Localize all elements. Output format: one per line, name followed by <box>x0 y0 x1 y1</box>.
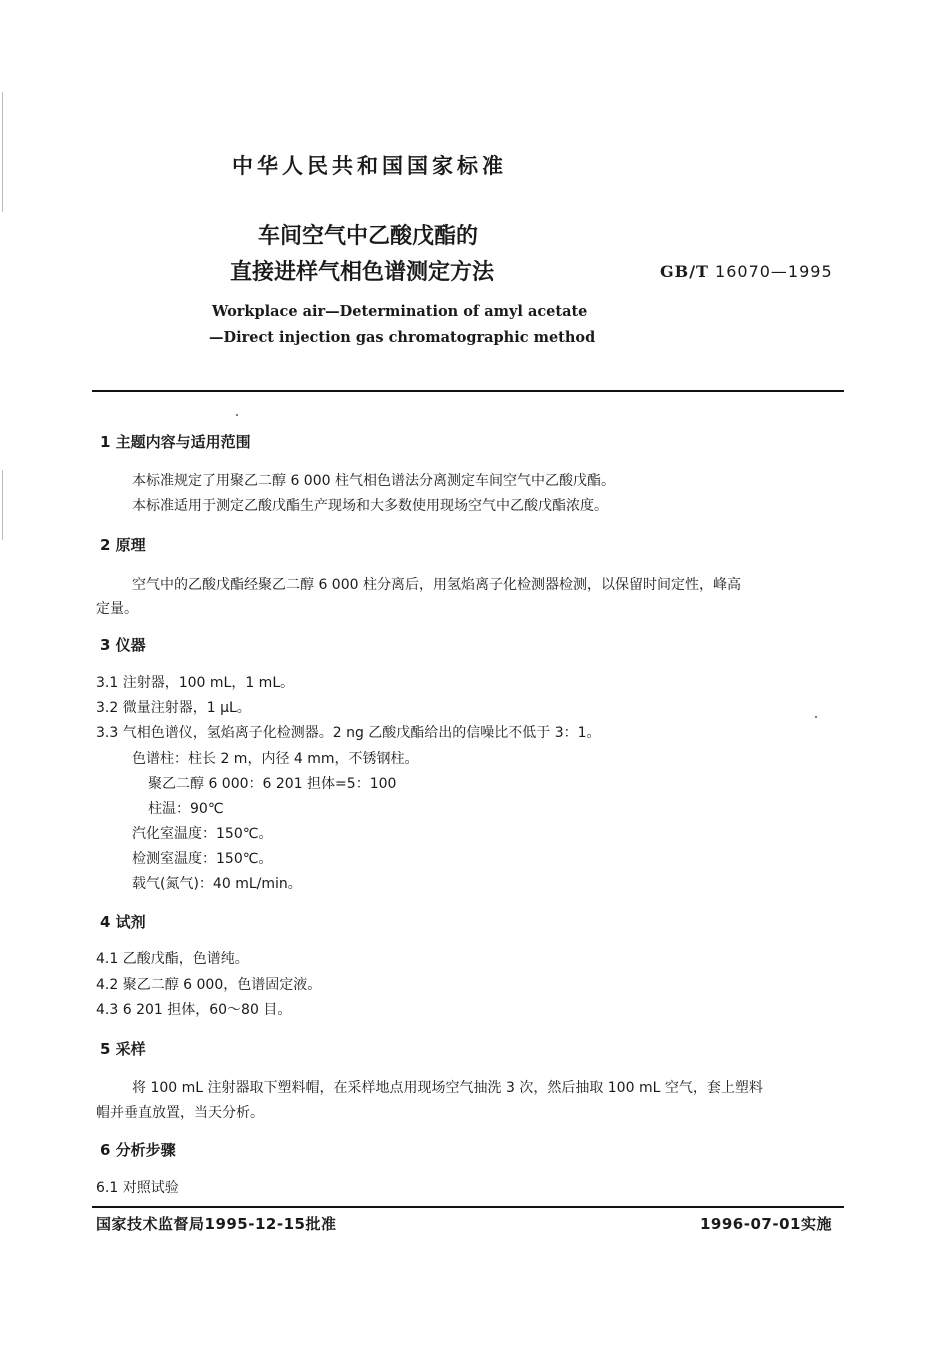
scan-speck <box>236 414 238 416</box>
section-2-paragraph-line-2: 定量。 <box>96 601 138 617</box>
section-2-heading: 2 原理 <box>100 536 146 554</box>
section-1-heading: 1 主题内容与适用范围 <box>100 433 251 451</box>
document-title-line-2: 直接进样气相色谱测定方法 <box>230 260 495 285</box>
scan-margin-mark <box>2 470 3 540</box>
column-spec: 色谱柱：柱长 2 m，内径 4 mm，不锈钢柱。 <box>132 751 419 767</box>
section-3-item-2: 3.2 微量注射器，1 μL。 <box>96 700 251 716</box>
section-2-paragraph-line-1: 空气中的乙酸戊酯经聚乙二醇 6 000 柱分离后，用氢焰离子化检测器检测，以保留时间定性，峰高 <box>132 577 741 593</box>
section-5-heading: 5 采样 <box>100 1040 146 1058</box>
column-temperature: 柱温：90℃ <box>148 801 224 817</box>
scan-speck <box>815 716 817 718</box>
section-4-item-1: 4.1 乙酸戊酯，色谱纯。 <box>96 951 249 967</box>
header-divider <box>92 390 844 392</box>
section-4-item-2: 4.2 聚乙二醇 6 000，色谱固定液。 <box>96 977 322 993</box>
vaporizer-temperature: 汽化室温度：150℃。 <box>132 826 273 842</box>
section-4-item-3: 4.3 6 201 担体，60～80 目。 <box>96 1002 292 1018</box>
footer-divider <box>92 1206 844 1208</box>
packing-ratio: 聚乙二醇 6 000：6 201 担体=5：100 <box>148 776 397 792</box>
section-6-item-1: 6.1 对照试验 <box>96 1180 179 1196</box>
standard-number-prefix: GB/T <box>660 262 709 281</box>
standard-number <box>660 262 833 281</box>
section-6-heading: 6 分析步骤 <box>100 1141 176 1159</box>
section-3-item-3: 3.3 气相色谱仪，氢焰离子化检测器。2 ng 乙酸戊酯给出的信噪比不低于 3：1。 <box>96 725 601 741</box>
scan-margin-mark <box>2 92 3 212</box>
section-1-paragraph-2: 本标准适用于测定乙酸戊酯生产现场和大多数使用现场空气中乙酸戊酯浓度。 <box>132 498 608 514</box>
approval-date: 国家技术监督局1995-12-15批准 <box>96 1215 337 1233</box>
implementation-date: 1996-07-01实施 <box>700 1215 832 1233</box>
section-1-paragraph-1: 本标准规定了用聚乙二醇 6 000 柱气相色谱法分离测定车间空气中乙酸戊酯。 <box>132 473 615 489</box>
document-title-line-1: 车间空气中乙酸戊酯的 <box>258 224 479 249</box>
standard-number-value: 16070—1995 <box>708 262 833 281</box>
section-3-item-1: 3.1 注射器，100 mL，1 mL。 <box>96 675 295 691</box>
detector-temperature: 检测室温度：150℃。 <box>132 851 273 867</box>
national-standard-heading: 中华人民共和国国家标准 <box>232 154 507 178</box>
section-4-heading: 4 试剂 <box>100 913 146 931</box>
section-5-paragraph-line-2: 帽并垂直放置，当天分析。 <box>96 1105 264 1121</box>
section-5-paragraph-line-1: 将 100 mL 注射器取下塑料帽，在采样地点用现场空气抽洗 3 次，然后抽取 100 mL 空气，套上塑料 <box>132 1080 763 1096</box>
section-3-heading: 3 仪器 <box>100 636 146 654</box>
english-title-line-1: Workplace air—Determination of amyl acetate <box>212 303 588 320</box>
carrier-gas: 载气(氮气)：40 mL/min。 <box>132 876 302 892</box>
english-title-line-2: —Direct injection gas chromatographic method <box>209 329 596 346</box>
